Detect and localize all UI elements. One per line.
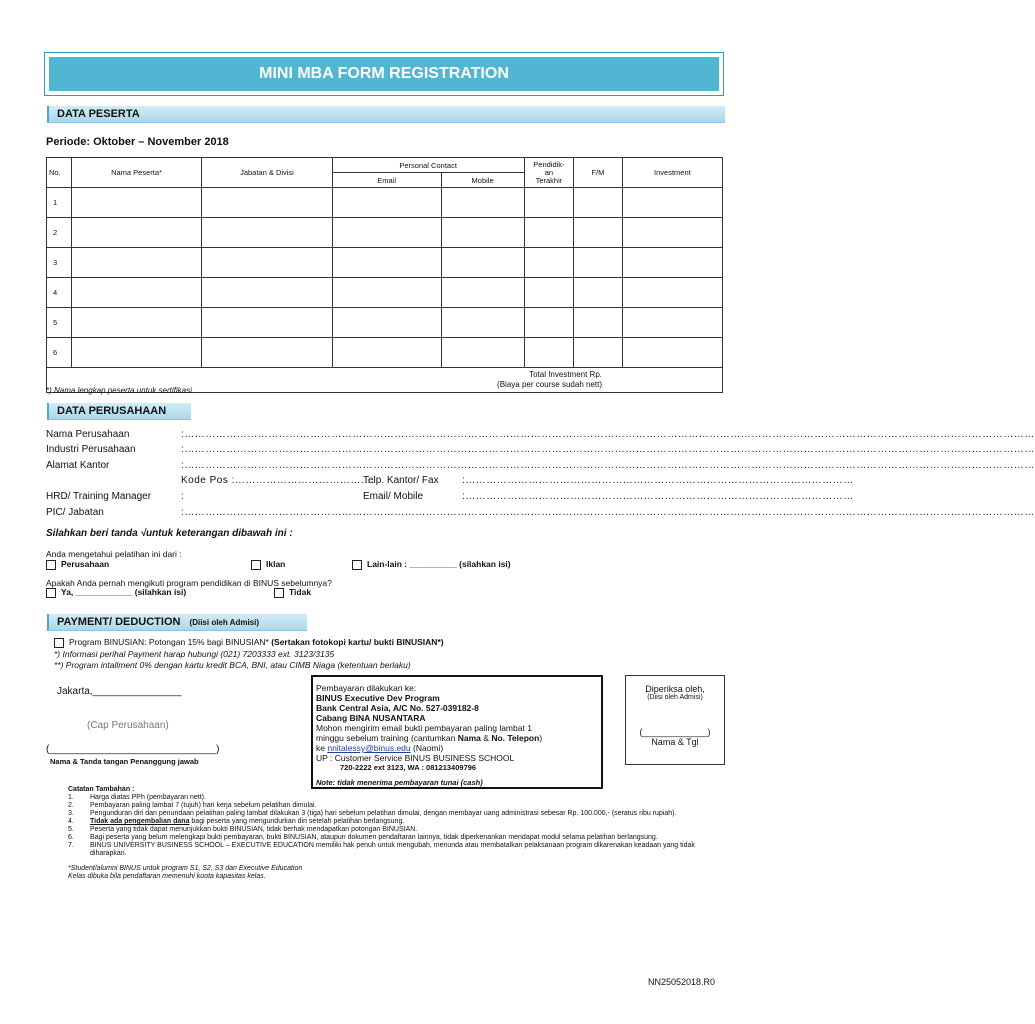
payment-info-1: *) Informasi perihal Payment harap hubungi (021) 7203333 ext. 3123/3135 [54,649,335,659]
pendidikan-cell[interactable] [524,248,574,278]
section-data-peserta: DATA PESERTA [47,106,725,123]
pay-line: Bank Central Asia, A/C No. 527-039182-8 [316,703,479,713]
question-binus: Apakah Anda pernah mengikuti program pendidikan di BINUS sebelumnya? [46,578,332,588]
check-sublabel: (Diisi oleh Admisi) [647,694,703,701]
nama-perusahaan-field[interactable]: :……………………………………………………………………………………………………………………………………………………………………………………………………………………… [181,429,1035,440]
payment-info-2: **) Program intallment 0% dengan kartu kredit BCA, BNI, atau CIMB Niaga (ketentuan berlaku) [54,660,411,670]
check-label: Diperiksa oleh, [645,684,705,694]
program-binusian-text: Program BINUSIAN: Potongan 15% bagi BINUSIAN* [69,637,272,647]
pay-bold: Nama [457,733,481,743]
col-investment: Investment [622,158,722,188]
option-lain[interactable] [352,559,511,570]
catatan-item [68,810,728,818]
row-number: 2 [47,218,72,248]
email-cell[interactable] [332,338,441,368]
option-perusahaan[interactable] [46,559,109,570]
item-text: Peserta yang tidak dapat menunjukkan bukti BINUSIAN, tidak berhak mendapatkan potongan BINUSIAN. [90,826,418,833]
row-number: 5 [47,308,72,338]
admisi-check-box [625,675,725,765]
fm-cell[interactable] [574,278,623,308]
catatan-foot-2: Kelas dibuka bila pendaftaran memenuhi kuota kapasitas kelas. [68,873,266,880]
pay-line-email [316,743,595,753]
check-name-date: Nama & Tgl [651,737,699,747]
option-iklan[interactable] [251,559,285,570]
option-lain-label: Lain-lain : __________ (silahkan isi) [367,559,511,569]
mobile-cell[interactable] [441,338,524,368]
item-text: Pengunduran diri dan penundaan pelatihan paling lambat dilakukan 3 (tiga) hari sebelum pelatihan dimulai, dengan membayar uang administrasi sebesar Rp. 100.000,- (seratus ribu rupiah). [90,810,677,817]
jakarta-date-field[interactable]: Jakarta,________________ [57,686,182,697]
item-number: 3. [68,810,74,817]
email-cell[interactable] [332,308,441,338]
fm-cell[interactable] [574,188,623,218]
item-text: BINUS UNIVERSITY BUSINESS SCHOOL – EXECUTIVE EDUCATION memiliki hak penuh untuk mengubah, menunda atau membatalkan pelaksanaan program dikarenakan keadaan yang tidak diharapkan. [90,842,695,857]
kode-pos-field[interactable]: Kode Pos :…………………………………. [181,475,375,486]
form-title: MINI MBA FORM REGISTRATION [49,57,719,91]
row-number: 6 [47,338,72,368]
email-cell[interactable] [332,278,441,308]
investment-cell[interactable] [622,278,722,308]
payment-title: PAYMENT/ DEDUCTION [57,616,181,628]
item-number: 7. [68,842,74,849]
pay-text: ) [539,733,543,743]
pic-label: PIC/ Jabatan [46,507,104,518]
payment-title-note: (Diisi oleh Admisi) [189,618,260,627]
hrd-label: HRD/ Training Manager [46,491,152,502]
total-investment-note: (Biaya per course sudah nett) [497,380,602,389]
jabatan-cell[interactable] [202,188,332,218]
col-personal-contact: Personal Contact [332,158,524,173]
nama-cell[interactable] [71,338,201,368]
program-binusian[interactable] [54,637,444,648]
item-number: 5. [68,826,74,833]
item-number: 2. [68,802,74,809]
item-text: Bagi peserta yang belum melengkapi bukti pembayaran, bukti BINUSIAN, ataupun dokumen pendaftaran lainnya, tidak diperkenankan mendapat modul selama pelatihan berlangsung. [90,834,658,841]
pay-bold: No. Telepon [491,733,540,743]
catatan-block [68,786,728,881]
telp-label: Telp. Kantor/ Fax [363,475,439,486]
fm-cell[interactable] [574,338,623,368]
pendidikan-cell[interactable] [524,278,574,308]
email-mobile-label: Email/ Mobile [363,491,424,502]
instruction-text: Silahkan beri tanda √untuk keterangan dibawah ini : [46,528,293,539]
section-payment [47,614,307,631]
item-emphasis: Tidak ada pengembalian dana [90,818,190,825]
option-iklan-label: Iklan [266,559,286,569]
pay-line: 720-2222 ext 3123, WA : 081213409796 [340,763,477,772]
total-investment-label: Total Investment Rp. [529,370,602,379]
catatan-item [68,842,728,858]
mobile-cell[interactable] [441,218,524,248]
col-no: No. [47,158,72,188]
catatan-item [68,794,728,802]
email-cell[interactable] [332,188,441,218]
nama-cell[interactable] [71,248,201,278]
fm-cell[interactable] [574,218,623,248]
col-mobile: Mobile [441,173,524,188]
investment-cell[interactable] [622,248,722,278]
checkbox-icon[interactable] [251,560,261,570]
col-pendidikan: Pendidik- an Terakhir [524,158,574,188]
jabatan-cell[interactable] [202,308,332,338]
investment-cell[interactable] [622,308,722,338]
option-ya[interactable] [46,587,186,598]
col-jabatan: Jabatan & Divisi [202,158,332,188]
item-number: 4. [68,818,74,825]
question-source: Anda mengetahui pelatihan ini dari : [46,549,182,559]
fm-cell[interactable] [574,248,623,278]
signature-line[interactable]: (______________________________) [46,744,220,755]
catatan-item [68,818,728,826]
option-perusahaan-label: Perusahaan [61,559,110,569]
checkbox-icon[interactable] [54,638,64,648]
program-binusian-bold: (Sertakan fotokopi kartu/ bukti BINUSIAN*) [271,637,444,647]
item-text: bagi peserta yang mengundurkan diri setelah pelatihan berlangsung. [189,818,405,825]
check-line[interactable]: (_____________) [639,727,711,737]
nama-cell[interactable] [71,188,201,218]
investment-cell[interactable] [622,338,722,368]
catatan-foot-1: *Student/alumni BINUS untuk program S1, S2, S3 dan Executive Education [68,865,303,872]
pay-text: minggu sebelum training (cantumkan [316,733,458,743]
checkbox-icon[interactable] [352,560,362,570]
col-email: Email [332,173,441,188]
option-tidak[interactable] [274,587,311,598]
checkbox-icon[interactable] [46,560,56,570]
pendidikan-cell[interactable] [524,308,574,338]
item-number: 1. [68,794,74,801]
peserta-footnote: *) Nama lengkap peserta untuk sertifikasi [46,386,192,395]
pay-line: Pembayaran dilakukan ke: [316,683,417,693]
investment-cell[interactable] [622,218,722,248]
catatan-item [68,826,728,834]
option-tidak-label: Tidak [289,587,312,597]
alamat-field[interactable]: :……………………………………………………………………………………………………………………………………………………………………………………………………………………… [181,460,1035,471]
checkbox-icon[interactable] [46,588,56,598]
alamat-label: Alamat Kantor [46,460,110,471]
pay-text: (Naomi) [410,743,444,753]
nama-cell[interactable] [71,308,201,338]
signature-label: Nama & Tanda tangan Penanggung jawab [50,757,199,766]
industri-field[interactable]: :……………………………………………………………………………………………………………………………………………………………………………………………………………………… [181,444,1035,455]
option-ya-label: Ya, ____________ (silahkan isi) [61,587,187,597]
jabatan-cell[interactable] [202,338,332,368]
item-text: Harga diatas PPh (pembayaran nett). [90,794,206,801]
mobile-cell[interactable] [441,278,524,308]
pay-line: BINUS Executive Dev Program [316,693,440,703]
pay-text: & [480,733,492,743]
email-mobile-field[interactable]: :………………………………………………………………………………………………… [462,491,854,502]
pendidikan-cell[interactable] [524,338,574,368]
col-fm: F/M [574,158,623,188]
item-text: Pembayaran paling lambat 7 (tujuh) hari kerja sebelum pelatihan dimulai. [90,802,317,809]
nama-cell[interactable] [71,218,201,248]
email-cell[interactable] [332,248,441,278]
participant-table [46,157,723,393]
investment-cell[interactable] [622,188,722,218]
row-number: 3 [47,248,72,278]
title-frame [44,52,724,96]
mobile-cell[interactable] [441,308,524,338]
cap-perusahaan: (Cap Perusahaan) [87,720,169,731]
pendidikan-cell[interactable] [524,218,574,248]
item-number: 6. [68,834,74,841]
pay-note: Note: tidak menerima pembayaran tunai (cash) [316,778,483,787]
telp-field[interactable]: :………………………………………………………………………………………………… [462,475,854,486]
catatan-title: Catatan Tambahan : [68,786,135,793]
pay-line: Mohon mengirim email bukti pembayaran paling lambat 1 [316,723,532,733]
col-nama: Nama Peserta* [71,158,201,188]
periode-label: Periode: Oktober – November 2018 [46,136,229,148]
pay-text: ke [316,743,328,753]
pay-line-contact [316,733,595,743]
fm-cell[interactable] [574,308,623,338]
pic-field[interactable]: :……………………………………………………………………………………………………………………………………………………………………………………………………………………… [181,507,1035,518]
email-link[interactable]: nnitalessy@binus.edu [327,743,411,753]
payment-instructions-box [311,675,603,789]
nama-perusahaan-label: Nama Perusahaan [46,429,130,440]
pay-line: Cabang BINA NUSANTARA [316,713,426,723]
email-cell[interactable] [332,218,441,248]
pay-line: UP : Customer Service BINUS BUSINESS SCHOOL [316,753,515,763]
mobile-cell[interactable] [441,188,524,218]
nama-cell[interactable] [71,278,201,308]
section-data-perusahaan: DATA PERUSAHAAN [47,403,191,420]
jabatan-cell[interactable] [202,218,332,248]
catatan-item [68,834,728,842]
industri-label: Industri Perusahaan [46,444,136,455]
mobile-cell[interactable] [441,248,524,278]
hrd-field[interactable]: : [181,491,185,502]
pendidikan-cell[interactable] [524,188,574,218]
catatan-item [68,802,728,810]
checkbox-icon[interactable] [274,588,284,598]
jabatan-cell[interactable] [202,248,332,278]
jabatan-cell[interactable] [202,278,332,308]
document-code: NN25052018.R0 [648,977,716,987]
row-number: 4 [47,278,72,308]
row-number: 1 [47,188,72,218]
